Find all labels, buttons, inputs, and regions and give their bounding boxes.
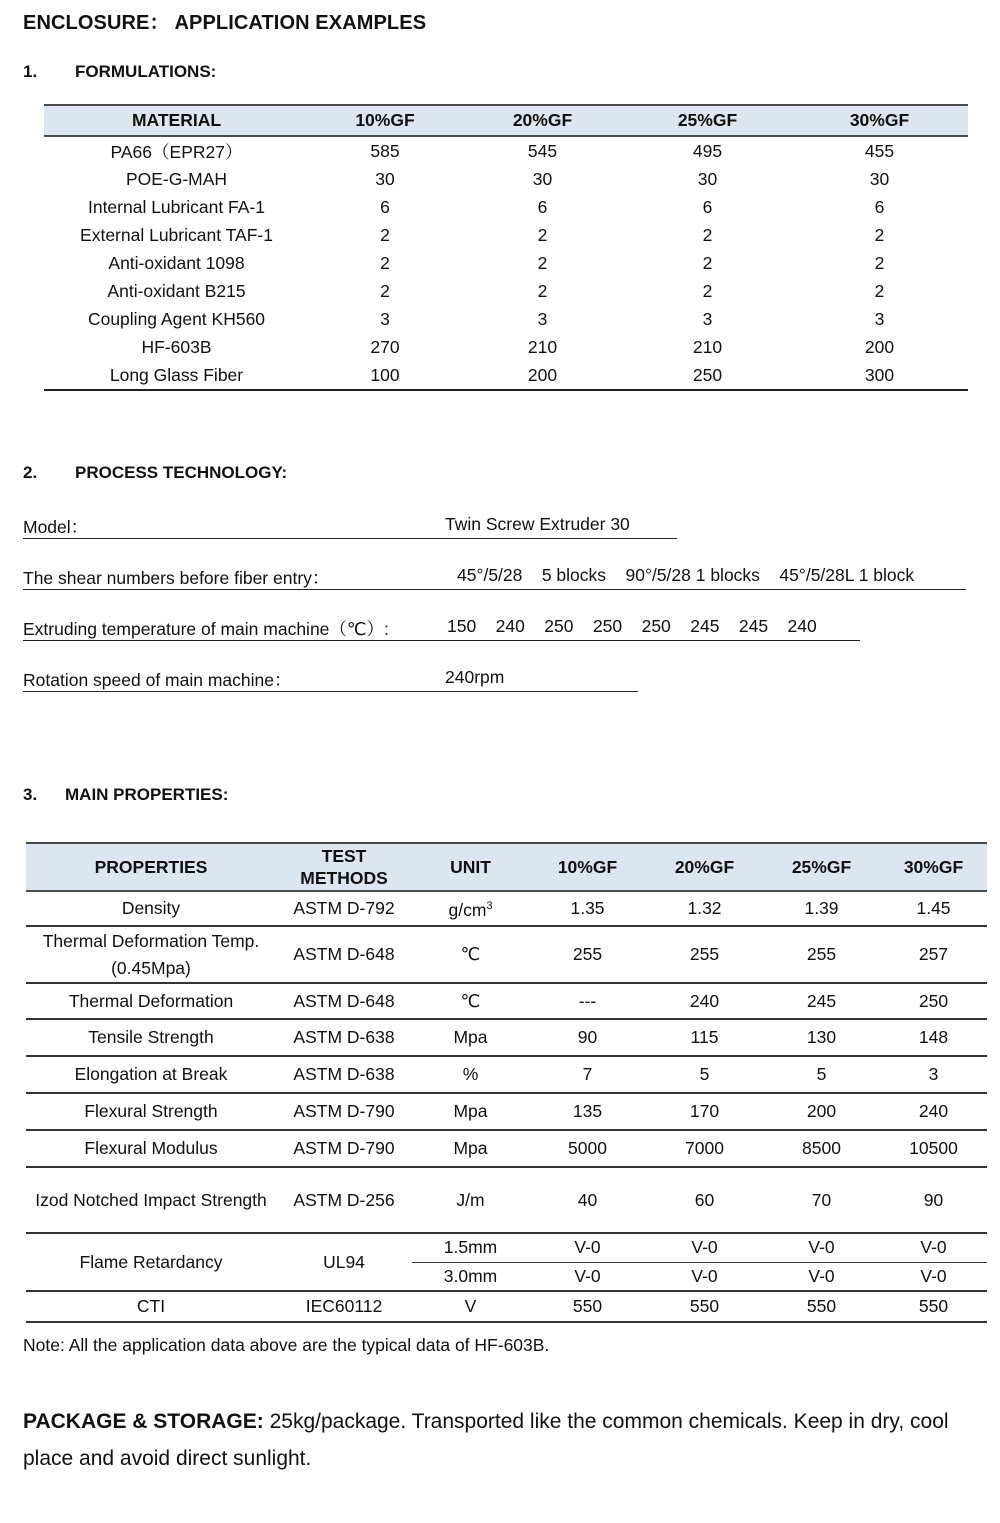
value-cell: 3: [702, 308, 713, 329]
value-cell: 550: [646, 1291, 763, 1322]
unit-cell: [412, 1167, 529, 1233]
material-name-cell: PA66（EPR27）: [110, 141, 243, 162]
property-name-cell: Flexural Modulus: [26, 1130, 276, 1167]
material-name-cell: POE-G-MAH: [125, 168, 228, 189]
table-header-row: [44, 105, 968, 136]
value-cell: 100: [309, 361, 461, 390]
table-row: [26, 1019, 987, 1056]
material-name-cell: HF-603B: [141, 336, 212, 357]
test-method-cell: ASTM D-648: [276, 926, 412, 983]
process-value: Twin Screw Extruder 30: [445, 514, 630, 534]
unit-superscript: 3: [486, 900, 493, 913]
formulations-table: [44, 104, 968, 391]
test-method-cell: ASTM D-648: [276, 983, 412, 1019]
value-cell: 30: [697, 168, 718, 189]
material-name-cell: Anti-oxidant 1098: [108, 252, 245, 273]
table-row: [26, 1233, 987, 1262]
value-cell: 148: [880, 1019, 987, 1056]
test-method-cell: ASTM D-638: [276, 1019, 412, 1056]
section-number: 3.: [23, 785, 38, 804]
value-cell: 60: [646, 1167, 763, 1233]
property-name-cell: Flexural Strength: [26, 1093, 276, 1130]
unit-text: ℃: [460, 944, 481, 964]
process-label: The shear numbers before fiber entry：: [23, 568, 330, 588]
document-title: ENCLOSURE： APPLICATION EXAMPLES: [23, 12, 427, 34]
value-cell: 1.32: [646, 891, 763, 926]
unit-text: J/m: [456, 1189, 485, 1210]
material-name-cell: Anti-oxidant B215: [107, 280, 246, 301]
property-name-cell: CTI: [26, 1291, 276, 1322]
section-heading-formulations: [23, 62, 216, 82]
table-row: [26, 1291, 987, 1322]
unit-cell: [412, 1093, 529, 1130]
value-cell: 455: [864, 140, 895, 161]
table-row: [26, 1167, 987, 1233]
value-cell: 135: [529, 1093, 646, 1130]
value-cell: V-0: [646, 1233, 763, 1262]
value-cell: 550: [880, 1291, 987, 1322]
unit-text: %: [462, 1064, 479, 1084]
unit-text: ℃: [460, 990, 481, 1011]
value-cell: 10500: [880, 1130, 987, 1167]
header-cell: 30%GF: [880, 843, 987, 891]
value-cell: 245: [763, 983, 880, 1019]
header-cell: MATERIAL: [44, 105, 309, 136]
property-name-cell: Izod Notched Impact Strength: [26, 1167, 276, 1233]
table-header-row: [26, 843, 987, 891]
value-cell: 210: [692, 336, 723, 357]
test-method-cell: IEC60112: [276, 1291, 412, 1322]
package-storage: [23, 1403, 983, 1477]
value-cell: 8500: [763, 1130, 880, 1167]
material-name-cell: Internal Lubricant FA-1: [87, 196, 266, 217]
value-cell: 200: [763, 1093, 880, 1130]
underline: [23, 538, 677, 539]
unit-text: Mpa: [453, 1138, 488, 1158]
table-row: [26, 1130, 987, 1167]
table-row: [44, 305, 968, 333]
header-cell: 20%GF: [646, 843, 763, 891]
value-cell: 40: [529, 1167, 646, 1233]
unit-cell: [412, 1019, 529, 1056]
value-cell: 255: [646, 926, 763, 983]
process-label: Model：: [23, 517, 89, 537]
test-method-cell: ASTM D-790: [276, 1130, 412, 1167]
value-cell: 1.45: [880, 891, 987, 926]
value-cell: 257: [880, 926, 987, 983]
value-cell: 90: [529, 1019, 646, 1056]
unit-cell: [412, 891, 529, 926]
value-cell: 545: [527, 140, 558, 161]
table-row: [44, 361, 968, 390]
value-cell: V-0: [763, 1262, 880, 1291]
value-cell: V-0: [646, 1262, 763, 1291]
value-cell: 2: [702, 252, 713, 273]
table-row: [44, 333, 968, 361]
section-number: 1.: [23, 62, 38, 81]
value-cell: 585: [370, 140, 400, 161]
value-cell: 270: [370, 336, 400, 357]
value-cell: 2: [380, 252, 390, 273]
value-cell: 2: [537, 224, 548, 245]
table-row: [26, 983, 987, 1019]
table-row: [26, 1093, 987, 1130]
process-value: 45°/5/28 5 blocks 90°/5/28 1 blocks 45°/5/28L 1 block: [457, 565, 915, 585]
section-heading-process: [23, 463, 287, 483]
test-method-cell: ASTM D-638: [276, 1056, 412, 1093]
value-cell: 210: [527, 336, 558, 357]
header-cell: PROPERTIES: [26, 843, 276, 891]
underline: [23, 691, 638, 692]
header-cell: 30%GF: [791, 105, 968, 136]
value-cell: 6: [537, 196, 548, 217]
value-cell: 2: [380, 224, 390, 245]
value-cell: ---: [529, 983, 646, 1019]
section-heading-properties: [23, 785, 228, 805]
unit-cell: [412, 926, 529, 983]
value-cell: 300: [791, 361, 968, 390]
properties-table: [26, 842, 987, 1323]
table-row: [44, 193, 968, 221]
unit-cell: [412, 983, 529, 1019]
unit-cell: 3.0mm: [412, 1262, 529, 1291]
value-cell: V-0: [763, 1233, 880, 1262]
value-cell: 2: [702, 224, 713, 245]
unit-cell: [412, 1130, 529, 1167]
header-cell: 25%GF: [763, 843, 880, 891]
value-cell: 200: [864, 336, 895, 357]
value-cell: 6: [874, 196, 885, 217]
package-text: 25kg/package. Transported like the common chemicals. Keep in dry, cool place and avoid direct sunlight.: [23, 1410, 949, 1470]
package-label: PACKAGE & STORAGE:: [23, 1410, 264, 1433]
unit-text: g/cm: [448, 899, 487, 920]
property-name-cell: Density: [26, 891, 276, 926]
material-name-cell: Coupling Agent KH560: [87, 308, 266, 329]
value-cell: 115: [646, 1019, 763, 1056]
unit-text: Mpa: [453, 1101, 488, 1121]
header-cell: 10%GF: [529, 843, 646, 891]
header-cell: 25%GF: [624, 105, 791, 136]
value-cell: 3: [880, 1056, 987, 1093]
value-cell: V-0: [880, 1262, 987, 1291]
value-cell: 240: [880, 1093, 987, 1130]
section-title: FORMULATIONS:: [75, 62, 217, 81]
value-cell: 5000: [529, 1130, 646, 1167]
value-cell: 3: [874, 308, 885, 329]
value-cell: 1.35: [529, 891, 646, 926]
value-cell: 2: [537, 280, 548, 301]
value-cell: 3: [380, 308, 390, 329]
table-row: [44, 277, 968, 305]
unit-cell: V: [412, 1291, 529, 1322]
table-row: [44, 136, 968, 165]
table-row: [44, 165, 968, 193]
underline: [23, 640, 860, 641]
unit-cell: [412, 1056, 529, 1093]
header-cell: 10%GF: [309, 105, 461, 136]
value-cell: 1.39: [763, 891, 880, 926]
value-cell: 200: [461, 361, 624, 390]
test-method-cell: UL94: [276, 1233, 412, 1291]
section-number: 2.: [23, 463, 38, 482]
value-cell: 30: [869, 168, 890, 189]
value-cell: 130: [763, 1019, 880, 1056]
value-cell: 2: [380, 280, 390, 301]
value-cell: 2: [702, 280, 713, 301]
table-row: [26, 1056, 987, 1093]
unit-text: Mpa: [453, 1027, 488, 1047]
value-cell: 250: [880, 983, 987, 1019]
test-method-cell: ASTM D-256: [276, 1167, 412, 1233]
header-cell: TEST METHODS: [276, 843, 412, 891]
table-row: [26, 891, 987, 926]
value-cell: 7: [529, 1056, 646, 1093]
value-cell: 30: [375, 168, 395, 189]
underline: [23, 589, 966, 590]
section-title: PROCESS TECHNOLOGY:: [75, 463, 288, 482]
value-cell: 2: [537, 252, 548, 273]
value-cell: 255: [763, 926, 880, 983]
value-cell: 240: [646, 983, 763, 1019]
header-cell: 20%GF: [461, 105, 624, 136]
material-name-cell: Long Glass Fiber: [44, 361, 309, 390]
value-cell: 70: [763, 1167, 880, 1233]
value-cell: 5: [646, 1056, 763, 1093]
value-cell: 2: [874, 224, 885, 245]
property-name-cell: Tensile Strength: [26, 1019, 276, 1056]
value-cell: 7000: [646, 1130, 763, 1167]
value-cell: 550: [529, 1291, 646, 1322]
table-row: [26, 926, 987, 983]
value-cell: V-0: [529, 1262, 646, 1291]
value-cell: 495: [692, 140, 723, 161]
section-title: MAIN PROPERTIES:: [65, 785, 229, 804]
value-cell: 170: [646, 1093, 763, 1130]
note-text: Note: All the application data above are the typical data of HF-603B.: [23, 1335, 550, 1355]
property-name-cell: Flame Retardancy: [26, 1233, 276, 1291]
value-cell: 6: [702, 196, 713, 217]
value-cell: 2: [874, 280, 885, 301]
property-name-cell: Thermal Deformation: [26, 983, 276, 1019]
value-cell: V-0: [880, 1233, 987, 1262]
property-name-cell: Thermal Deformation Temp. (0.45Mpa): [26, 926, 276, 983]
unit-cell: 1.5mm: [412, 1233, 529, 1262]
value-cell: 250: [624, 361, 791, 390]
value-cell: 90: [880, 1167, 987, 1233]
material-name-cell: External Lubricant TAF-1: [80, 224, 273, 245]
value-cell: 30: [532, 168, 553, 189]
process-value: 240rpm: [445, 667, 505, 687]
test-method-cell: ASTM D-792: [276, 891, 412, 926]
property-name-cell: Elongation at Break: [26, 1056, 276, 1093]
process-value: 150 240 250 250 250 245 245 240: [447, 616, 817, 636]
value-cell: 550: [763, 1291, 880, 1322]
value-cell: V-0: [529, 1233, 646, 1262]
header-cell: UNIT: [412, 843, 529, 891]
value-cell: 6: [380, 196, 390, 217]
process-label: Extruding temperature of main machine（℃）:: [23, 619, 389, 639]
value-cell: 2: [874, 252, 885, 273]
table-row: [44, 221, 968, 249]
value-cell: 5: [763, 1056, 880, 1093]
test-method-cell: ASTM D-790: [276, 1093, 412, 1130]
value-cell: 255: [529, 926, 646, 983]
value-cell: 3: [537, 308, 548, 329]
process-label: Rotation speed of main machine：: [23, 670, 292, 690]
table-row: [44, 249, 968, 277]
